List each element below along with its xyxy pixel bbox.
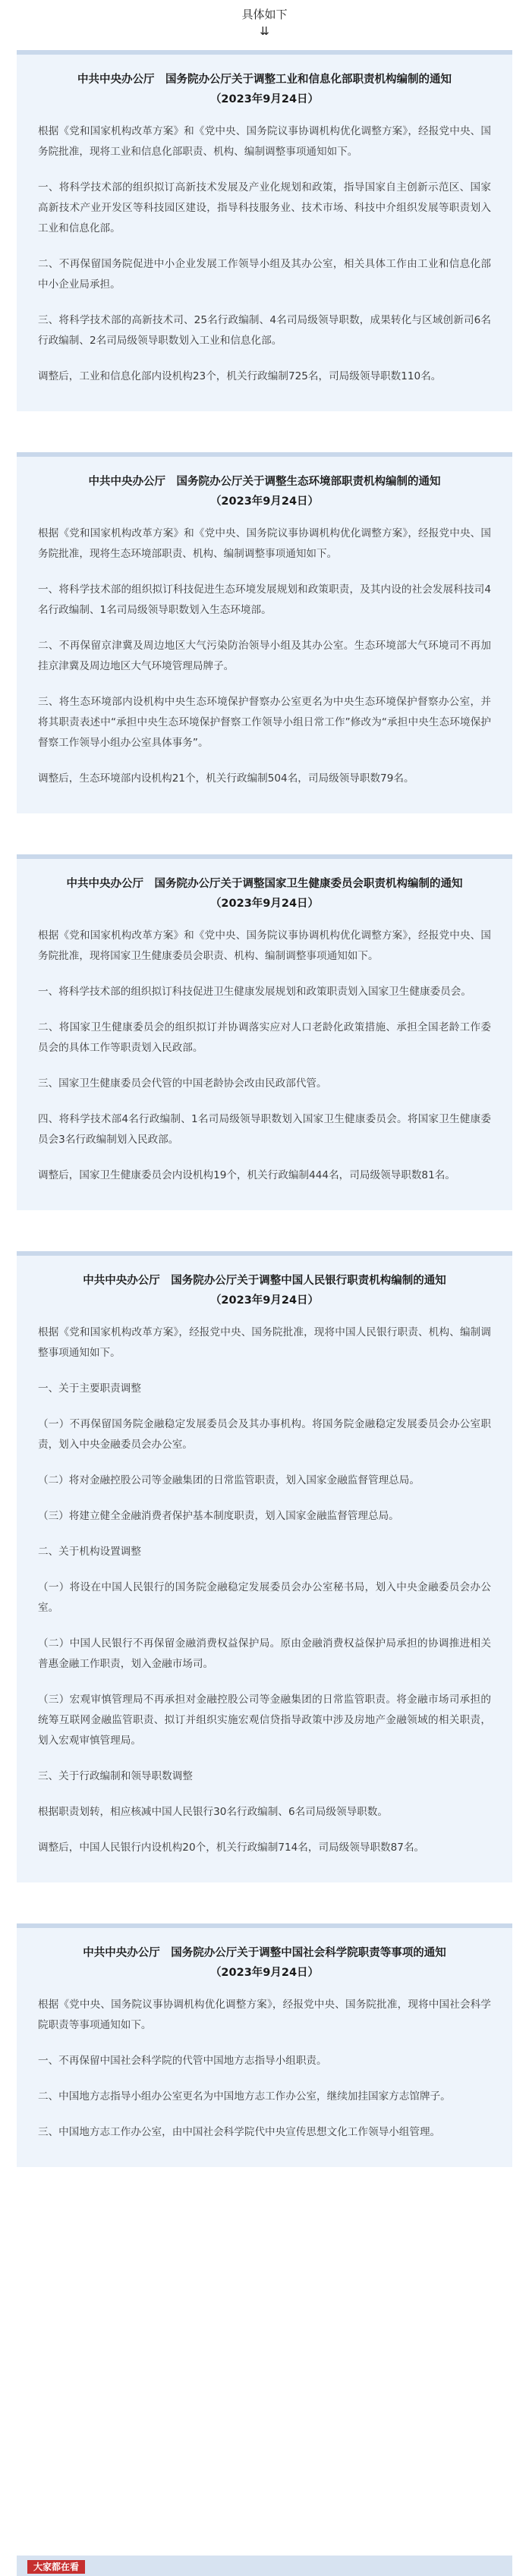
notice-paragraph: 二、不再保留国务院促进中小企业发展工作领导小组及其办公室，相关具体工作由工业和信息化部中小企业局承担。 — [38, 258, 491, 291]
card-gap — [0, 813, 529, 854]
notice-paragraph: （三）将建立健全金融消费者保护基本制度职责，划入国家金融监督管理总局。 — [38, 1510, 399, 1522]
notice-title-text: 中共中央办公厅 国务院办公厅关于调整国家卫生健康委员会职责机构编制的通知 — [66, 878, 463, 890]
notice-paragraph: 二、关于机构设置调整 — [38, 1546, 141, 1558]
notice-paragraph: （二）中国人民银行不再保留金融消费权益保护局。原由金融消费权益保护局承担的协调推进相关普惠金融工作职责，划入金融市场司。 — [38, 1637, 491, 1670]
notice-paragraph: 根据《党和国家机构改革方案》和《党中央、国务院议事协调机构优化调整方案》，经报党中央、国务院批准，现将国家卫生健康委员会职责、机构、编制调整事项通知如下。 — [38, 929, 491, 962]
notice-title-text: 中共中央办公厅 国务院办公厅关于调整生态环境部职责机构编制的通知 — [88, 476, 441, 488]
notice-paragraph: 二、中国地方志指导小组办公室更名为中国地方志工作办公室，继续加挂国家方志馆牌子。 — [38, 2090, 451, 2103]
notice-paragraph: 根据《党中央、国务院议事协调机构优化调整方案》，经报党中央、国务院批准，现将中国社会科学院职责等事项通知如下。 — [38, 1999, 491, 2031]
notice-paragraph: （一）将设在中国人民银行的国务院金融稳定发展委员会办公室秘书局，划入中央金融委员会办公室。 — [38, 1581, 491, 1614]
notice-card — [17, 1923, 512, 2167]
notice-date: （2023年9月24日） — [209, 898, 320, 910]
notice-paragraph: 一、关于主要职责调整 — [38, 1382, 141, 1395]
notice-card — [17, 1251, 512, 1882]
notice-title-text: 中共中央办公厅 国务院办公厅关于调整中国社会科学院职责等事项的通知 — [83, 1947, 446, 1959]
notice-date: （2023年9月24日） — [209, 93, 320, 105]
notice-list — [0, 50, 529, 2167]
down-arrow-icon: ⇊ — [260, 24, 269, 38]
notice-card — [17, 452, 512, 813]
notice-title — [38, 1943, 491, 1983]
notice-card — [17, 50, 512, 411]
notice-title — [38, 1271, 491, 1310]
notice-paragraph: 一、将科学技术部的组织拟订高新技术发展及产业化规划和政策，指导国家自主创新示范区、国家高新技术产业开发区等科技园区建设，指导科技服务业、技术市场、科技中介组织发展等职责划入工业和信息化部。 — [38, 181, 491, 234]
notice-paragraph: 根据《党和国家机构改革方案》和《党中央、国务院议事协调机构优化调整方案》，经报党中央、国务院批准，现将工业和信息化部职责、机构、编制调整事项通知如下。 — [38, 125, 491, 158]
notice-paragraph: 三、中国地方志工作办公室，由中国社会科学院代中央宣传思想文化工作领导小组管理。 — [38, 2126, 441, 2138]
notice-paragraph: 调整后，工业和信息化部内设机构23个，机关行政编制725名，司局级领导职数110名。 — [38, 370, 442, 382]
notice-paragraph: 一、将科学技术部的组织拟订科技促进生态环境发展规划和政策职责，及其内设的社会发展科技司4名行政编制、1名司局级领导职数划入生态环境部。 — [38, 583, 491, 616]
notice-title — [38, 874, 491, 914]
notice-paragraph: 二、将国家卫生健康委员会的组织拟订并协调落实应对人口老龄化政策措施、承担全国老龄工作委员会的具体工作等职责划入民政部。 — [38, 1021, 491, 1054]
notice-paragraph: 根据《党和国家机构改革方案》，经报党中央、国务院批准，现将中国人民银行职责、机构、编制调整事项通知如下。 — [38, 1326, 491, 1359]
notice-date: （2023年9月24日） — [209, 1294, 320, 1307]
notice-paragraph: 调整后，生态环境部内设机构21个，机关行政编制504名，司局级领导职数79名。 — [38, 772, 414, 785]
notice-paragraph: 根据职责划转，相应核减中国人民银行30名行政编制、6名司局级领导职数。 — [38, 1806, 388, 1818]
notice-paragraph: 一、不再保留中国社会科学院的代管中国地方志指导小组职责。 — [38, 2055, 327, 2067]
notice-paragraph: 三、将科学技术部的高新技术司、25名行政编制、4名司局级领导职数，成果转化与区域创新司6名行政编制、2名司局级领导职数划入工业和信息化部。 — [38, 314, 491, 347]
notice-paragraph: 调整后，中国人民银行内设机构20个，机关行政编制714名，司局级领导职数87名。 — [38, 1842, 425, 1854]
notice-title — [38, 472, 491, 511]
card-gap — [0, 1210, 529, 1251]
notice-paragraph: 调整后，国家卫生健康委员会内设机构19个，机关行政编制444名，司局级领导职数81名。 — [38, 1169, 455, 1181]
notice-title-text: 中共中央办公厅 国务院办公厅关于调整中国人民银行职责机构编制的通知 — [83, 1275, 446, 1287]
notice-title-text: 中共中央办公厅 国务院办公厅关于调整工业和信息化部职责机构编制的通知 — [77, 74, 452, 86]
notice-title — [38, 70, 491, 109]
notice-paragraph: 三、关于行政编制和领导职数调整 — [38, 1770, 193, 1782]
notice-paragraph: 四、将科学技术部4名行政编制、1名司局级领导职数划入国家卫生健康委员会。将国家卫生健康委员会3名行政编制划入民政部。 — [38, 1113, 491, 1146]
card-gap — [0, 1882, 529, 1923]
notice-card — [17, 854, 512, 1210]
notice-paragraph: 二、不再保留京津冀及周边地区大气污染防治领导小组及其办公室。生态环境部大气环境司不再加挂京津冀及周边地区大气环境管理局牌子。 — [38, 640, 491, 672]
card-gap — [0, 411, 529, 452]
notice-paragraph: 一、将科学技术部的组织拟订科技促进卫生健康发展规划和政策职责划入国家卫生健康委员会。 — [38, 986, 471, 998]
notice-paragraph: 三、将生态环境部内设机构中央生态环境保护督察办公室更名为中央生态环境保护督察办公室，并将其职责表述中“承担中央生态环境保护督察工作领导小组日常工作”修改为“承担中央生态环境保护督察工作领导小组办公室具体事务”。 — [38, 696, 491, 749]
notice-paragraph: （一）不再保留国务院金融稳定发展委员会及其办事机构。将国务院金融稳定发展委员会办公室职责，划入中央金融委员会办公室。 — [38, 1418, 491, 1451]
notice-date: （2023年9月24日） — [209, 495, 320, 508]
footer-band — [17, 2556, 512, 2576]
recommend-tag[interactable]: 大家都在看 — [27, 2560, 85, 2574]
notice-paragraph: 三、国家卫生健康委员会代管的中国老龄协会改由民政部代管。 — [38, 1077, 327, 1090]
intro-text: 具体如下 — [241, 8, 288, 21]
notice-paragraph: 根据《党和国家机构改革方案》和《党中央、国务院议事协调机构优化调整方案》，经报党中央、国务院批准，现将生态环境部职责、机构、编制调整事项通知如下。 — [38, 527, 491, 560]
notice-paragraph: （三）宏观审慎管理局不再承担对金融控股公司等金融集团的日常监管职责。将金融市场司承担的统筹互联网金融监管职责、拟订并组织实施宏观信贷指导政策中涉及房地产金融领域的相关职责，划入宏观审慎管理局。 — [38, 1694, 491, 1747]
notice-date: （2023年9月24日） — [209, 1967, 320, 1979]
notice-paragraph: （二）将对金融控股公司等金融集团的日常监管职责，划入国家金融监督管理总局。 — [38, 1474, 420, 1486]
